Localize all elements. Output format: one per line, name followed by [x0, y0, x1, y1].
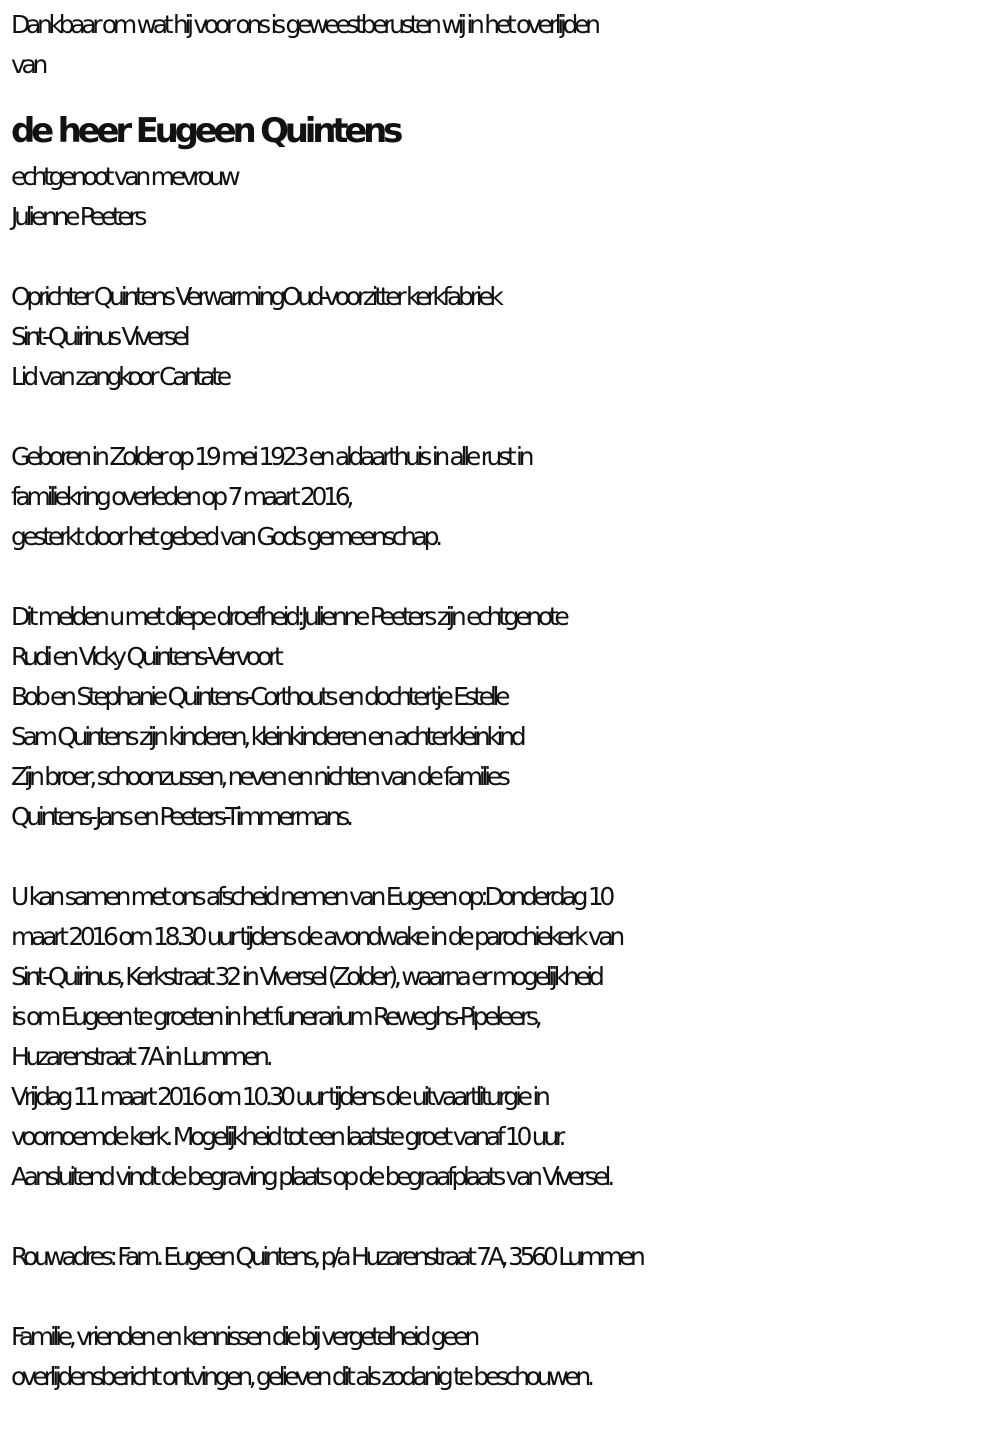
mourners-line: Zijn broer, schoonzussen, neven en nichten van de families — [11, 762, 507, 791]
mourners-line: Quintens-Jans en Peeters-Timmermans. — [11, 802, 350, 831]
ceremony-line: Huzarenstraat 7A in Lummen. — [11, 1042, 270, 1071]
roles-line: Sint-Quirinus Viversel — [11, 322, 187, 351]
mourners-line: Sam Quintens zijn kinderen, kleinkinderen en achterkleinkind — [11, 722, 523, 751]
ceremony-line: voornoemde kerk. Mogelijkheid tot een laatste groet vanaf 10 uur. — [11, 1122, 563, 1151]
intro-line: van — [11, 50, 45, 79]
ceremony-line: U kan samen met ons afscheid nemen van Eugeen op:Donderdag 10 — [11, 882, 612, 911]
intro-line: Dankbaar om wat hij voor ons is geweestberusten wij in het overlijden — [11, 10, 597, 39]
ceremony-line: Aansluitend vindt de begraving plaats op de begraafplaats van Viversel. — [11, 1162, 611, 1191]
closing-line: Familie, vrienden en kennissen die bij vergetelheid geen — [11, 1322, 477, 1351]
mourners-line: Dit melden u met diepe droefheid:Julienne Peeters zijn echtgenote — [11, 602, 566, 631]
mourners-line: Bob en Stephanie Quintens-Corthouts en dochtertje Estelle — [11, 682, 507, 711]
ceremony-line: is om Eugeen te groeten in het funerarium Reweghs-Pipeleers, — [11, 1002, 539, 1031]
spouse-line: Julienne Peeters — [11, 202, 144, 231]
birth-death-paragraph — [11, 437, 996, 557]
roles-paragraph — [11, 277, 996, 397]
intro-paragraph — [11, 5, 996, 85]
ceremony-paragraph — [11, 877, 996, 1197]
obituary-document — [11, 5, 996, 1397]
roles-line: Lid van zangkoor Cantate — [11, 362, 228, 391]
mourning-address: Rouwadres: Fam. Eugeen Quintens, p/a Huzarenstraat 7A, 3560 Lummen — [11, 1242, 642, 1271]
birth-death-line: Geboren in Zolder op 19 mei 1923 en aldaarthuis in alle rust in — [11, 442, 531, 471]
spouse-line: echtgenoot van mevrouw — [11, 162, 237, 191]
deceased-name-heading: de heer Eugeen Quintens — [11, 111, 400, 151]
spouse-paragraph — [11, 157, 996, 237]
ceremony-line: Vrijdag 11 maart 2016 om 10.30 uur tijdens de uitvaartliturgie in — [11, 1082, 547, 1111]
mourners-line: Rudi en Vicky Quintens-Vervoort — [11, 642, 280, 671]
ceremony-line: maart 2016 om 18.30 uur tijdens de avondwake in de parochiekerk van — [11, 922, 621, 951]
birth-death-line: gesterkt door het gebed van Gods gemeenschap. — [11, 522, 439, 551]
closing-line: overlijdensbericht ontvingen, gelieven dit als zodanig te beschouwen. — [11, 1362, 591, 1391]
roles-line: Oprichter Quintens VerwarmingOud-voorzitter kerkfabriek — [11, 282, 500, 311]
birth-death-line: familiekring overleden op 7 maart 2016, — [11, 482, 351, 511]
mourners-paragraph — [11, 597, 996, 837]
closing-paragraph — [11, 1317, 996, 1397]
ceremony-line: Sint-Quirinus, Kerkstraat 32 in Viversel (Zolder), waarna er mogelijkheid — [11, 962, 601, 991]
